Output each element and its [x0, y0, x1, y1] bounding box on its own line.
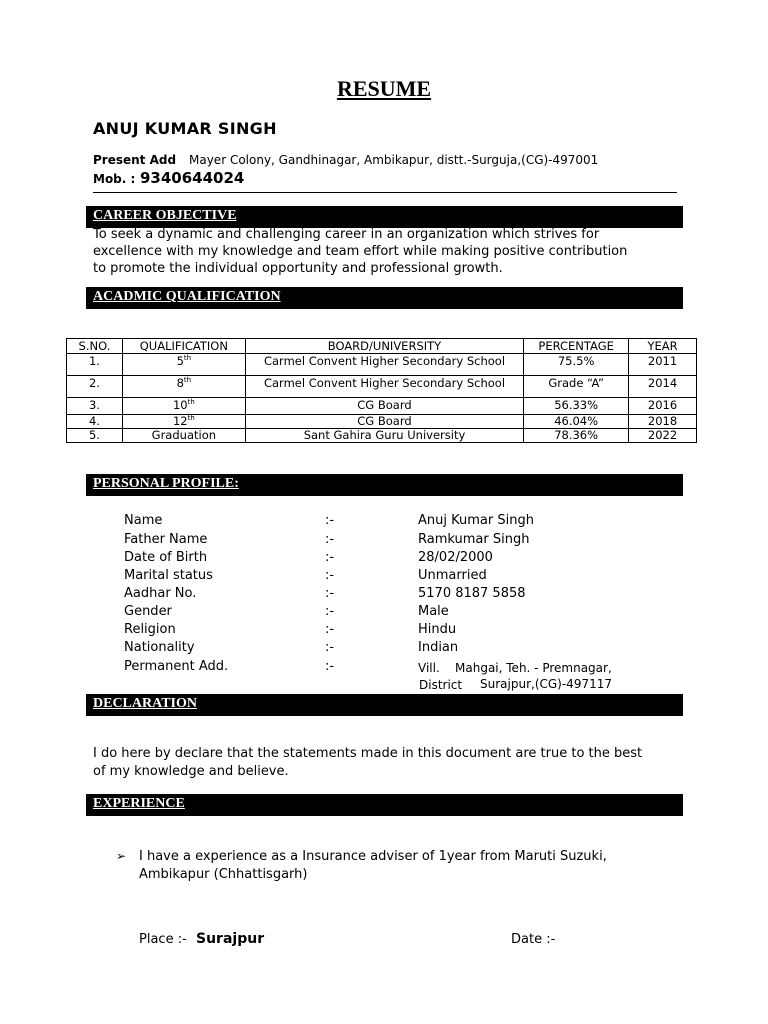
cell-sno: 3. — [67, 398, 123, 415]
profile-label: Aadhar No. — [124, 586, 197, 601]
declaration-text — [93, 745, 683, 781]
permanent-add-city: Surajpur,(CG)-497117 — [480, 677, 612, 691]
cell-percentage: 46.04% — [524, 415, 629, 429]
permanent-add-district: District — [419, 678, 463, 692]
career-objective-line: to promote the individual opportunity and professional growth. — [93, 261, 503, 276]
qualification-heading — [86, 287, 683, 309]
cell-qualification: 10th — [122, 398, 245, 415]
cell-board: Carmel Convent Higher Secondary School — [245, 354, 523, 376]
cell-percentage: 75.5% — [524, 354, 629, 376]
cell-board: CG Board — [245, 415, 523, 429]
header-qualification: QUALIFICATION — [122, 339, 245, 354]
cell-year: 2018 — [629, 415, 697, 429]
cell-year: 2016 — [629, 398, 697, 415]
profile-separator: :- — [325, 513, 335, 528]
header-divider — [93, 192, 677, 193]
profile-value: Ramkumar Singh — [418, 532, 530, 547]
cell-sno: 2. — [67, 376, 123, 398]
bullet-arrow-icon: ➢ — [116, 849, 127, 863]
profile-value: Indian — [418, 640, 459, 655]
cell-qualification: Graduation — [122, 429, 245, 443]
profile-separator: :- — [325, 604, 335, 619]
address-label: Present Add — [93, 153, 177, 167]
profile-value: Vill. Mahgai, Teh. - Premnagar, — [418, 661, 612, 675]
profile-label: Nationality — [124, 640, 195, 655]
personal-profile-heading-text: PERSONAL PROFILE: — [93, 476, 239, 491]
cell-year: 2014 — [629, 376, 697, 398]
profile-separator: :- — [325, 622, 335, 637]
profile-separator: :- — [325, 586, 335, 601]
place-label: Place :- — [139, 932, 187, 947]
profile-separator: :- — [325, 659, 335, 674]
profile-value: 5170 8187 5858 — [418, 586, 526, 601]
experience-heading-text: EXPERIENCE — [93, 796, 185, 811]
profile-label: Gender — [124, 604, 172, 619]
profile-separator: :- — [325, 532, 335, 547]
career-objective-text — [93, 226, 683, 277]
cell-board: CG Board — [245, 398, 523, 415]
profile-value: Anuj Kumar Singh — [418, 513, 534, 528]
profile-separator: :- — [325, 550, 335, 565]
cell-sno: 5. — [67, 429, 123, 443]
table-row — [67, 429, 697, 443]
experience-heading — [86, 794, 683, 816]
career-objective-heading — [86, 206, 683, 228]
cell-qualification: 12th — [122, 415, 245, 429]
experience-line: I have a experience as a Insurance adviser of 1year from Maruti Suzuki, — [139, 849, 607, 864]
resume-title: RESUME — [336, 76, 432, 101]
declaration-line: of my knowledge and believe. — [93, 764, 289, 779]
profile-label: Religion — [124, 622, 176, 637]
experience-item — [139, 848, 679, 884]
qualification-heading-text: ACADMIC QUALIFICATION — [93, 289, 281, 304]
cell-sno: 1. — [67, 354, 123, 376]
qualification-table-header — [67, 339, 697, 354]
table-row — [67, 415, 697, 429]
profile-separator: :- — [325, 568, 335, 583]
profile-label: Marital status — [124, 568, 213, 583]
cell-board: Carmel Convent Higher Secondary School — [245, 376, 523, 398]
profile-value: Hindu — [418, 622, 457, 637]
header-year: YEAR — [629, 339, 697, 354]
candidate-name: ANUJ KUMAR SINGH — [93, 119, 277, 138]
profile-label: Father Name — [124, 532, 208, 547]
table-row — [67, 354, 697, 376]
mobile-label: Mob. : — [93, 172, 136, 186]
profile-value: Male — [418, 604, 449, 619]
cell-percentage: 56.33% — [524, 398, 629, 415]
profile-separator: :- — [325, 640, 335, 655]
place-value: Surajpur — [196, 931, 265, 947]
personal-profile-heading — [86, 474, 683, 496]
header-percentage: PERCENTAGE — [524, 339, 629, 354]
profile-value: Unmarried — [418, 568, 487, 583]
cell-percentage: Grade “A” — [524, 376, 629, 398]
declaration-heading — [86, 694, 683, 716]
header-sno: S.NO. — [67, 339, 123, 354]
experience-line: Ambikapur (Chhattisgarh) — [139, 867, 308, 882]
profile-label: Permanent Add. — [124, 659, 229, 674]
date-label: Date :- — [511, 932, 556, 947]
cell-percentage: 78.36% — [524, 429, 629, 443]
table-row — [67, 376, 697, 398]
declaration-heading-text: DECLARATION — [93, 696, 197, 711]
qualification-table — [66, 338, 697, 443]
cell-sno: 4. — [67, 415, 123, 429]
profile-label: Name — [124, 513, 163, 528]
career-objective-heading-text: CAREER OBJECTIVE — [93, 208, 237, 223]
career-objective-line: excellence with my knowledge and team effort while making positive contribution — [93, 244, 628, 259]
cell-qualification: 8th — [122, 376, 245, 398]
declaration-line: I do here by declare that the statements made in this document are true to the best — [93, 746, 643, 761]
profile-label: Date of Birth — [124, 550, 208, 565]
header-board: BOARD/UNIVERSITY — [245, 339, 523, 354]
address-value: Mayer Colony, Gandhinagar, Ambikapur, distt.-Surguja,(CG)-497001 — [189, 153, 599, 167]
cell-year: 2011 — [629, 354, 697, 376]
career-objective-line: To seek a dynamic and challenging career in an organization which strives for — [93, 227, 600, 242]
cell-qualification: 5th — [122, 354, 245, 376]
profile-value: 28/02/2000 — [418, 550, 493, 565]
table-row — [67, 398, 697, 415]
mobile-value: 9340644024 — [140, 169, 245, 187]
cell-board: Sant Gahira Guru University — [245, 429, 523, 443]
cell-year: 2022 — [629, 429, 697, 443]
